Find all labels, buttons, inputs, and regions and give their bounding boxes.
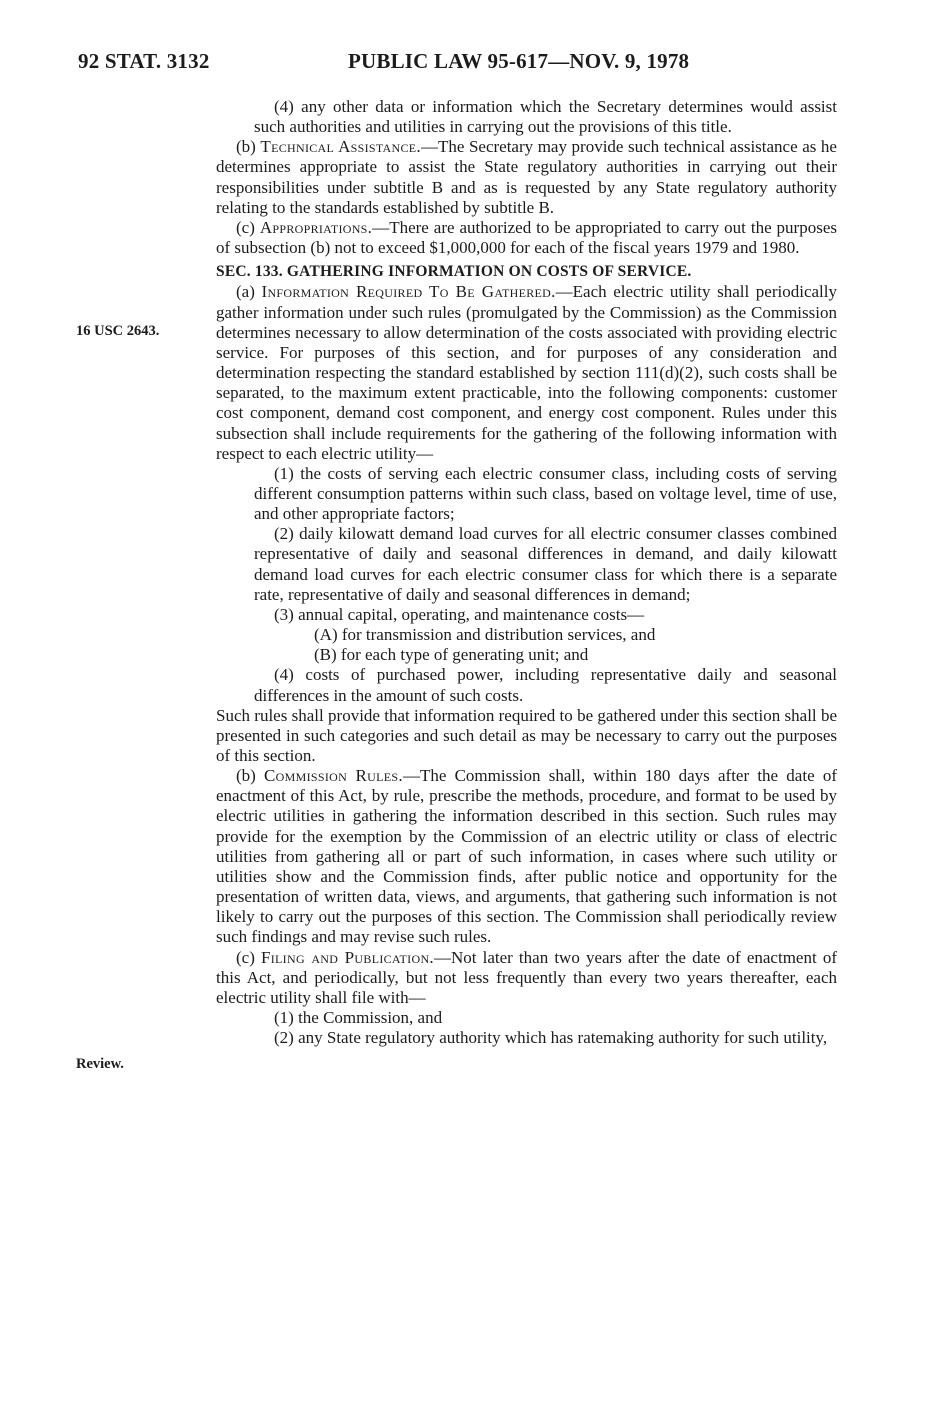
section-133-b-heading: Commission Rules. bbox=[264, 766, 403, 786]
public-law-running-head: PUBLIC LAW 95-617—NOV. 9, 1978 bbox=[348, 49, 690, 73]
subsection-b-text: —The Secretary may provide such technical assistance as he determines appropriate to assist the State regulatory authorities in carrying out their responsibilities under subtitle B and as is requested by any State regulatory authority relating to the standards established by subtitle B. bbox=[216, 137, 837, 217]
section-133-b-text: —The Commission shall, within 180 days after the date of enactment of this Act, by rule, prescribe the methods, procedure, and format to be used by electric utilities in gathering the information described in this section. Such rules may provide for the exemption by the Commission of an electric utility or class of electric utilities from gathering all or part of such information, in cases where such utility or utilities show and the Commission finds, after public notice and opportunity for the presentation of written data, views, and arguments, that gathering such information is not likely to carry out the purposes of this section. The Commission shall periodically review such findings and may revise such rules. bbox=[216, 766, 837, 947]
section-133-c-item-2: (2) any State regulatory authority which has ratemaking authority for such utility, bbox=[274, 1028, 828, 1048]
section-133-a-item-3-B: (B) for each type of generating unit; and bbox=[314, 645, 589, 665]
section-133-a-item-3: (3) annual capital, operating, and maintenance costs— bbox=[274, 604, 645, 624]
subsection-c-heading: Appropriations. bbox=[259, 217, 373, 237]
statute-body-text bbox=[216, 97, 837, 1048]
section-133-c-item-1: (1) the Commission, and bbox=[274, 1008, 443, 1028]
section-133-c-label: (c) bbox=[236, 947, 261, 967]
section-133-subsection-a bbox=[216, 282, 837, 463]
section-133-a-item-1: (1) the costs of serving each electric consumer class, including costs of serving different consumption patterns within such class, based on voltage level, time of use, and other appropriate factors; bbox=[254, 463, 837, 524]
section-133-a-heading: Information Required To Be Gathered. bbox=[261, 282, 556, 302]
subsection-b-heading: Technical Assistance. bbox=[260, 137, 421, 157]
section-133-a-item-3-A: (A) for transmission and distribution services, and bbox=[314, 625, 656, 645]
section-133-a-text: —Each electric utility shall periodically gather information under such rules (promulgated by the Commission) as the Commission determines necessary to allow determination of the costs associated with providing electric service. For purposes of this section, and for purposes of any consideration and determination respecting the standard established by section 111(d)(2), such costs shall be separated, to the maximum extent practicable, into the following components: customer cost component, demand cost component, and energy cost component. Rules under this subsection shall include requirements for the gathering of the following information with respect to each electric utility— bbox=[216, 282, 837, 463]
section-133-a-item-2: (2) daily kilowatt demand load curves for all electric consumer classes combined representative of daily and seasonal differences in demand, and daily kilowatt demand load curves for each electric consumer class for which there is a separate rate, representative of daily and seasonal differences in demand; bbox=[254, 524, 837, 604]
paragraph-4-data: (4) any other data or information which the Secretary determines would assist such authorities and utilities in carrying out the provisions of this title. bbox=[254, 97, 837, 137]
section-133-a-label: (a) bbox=[236, 282, 262, 302]
section-133-subsection-c bbox=[216, 948, 837, 1008]
section-133-heading: SEC. 133. GATHERING INFORMATION ON COSTS OF SERVICE. bbox=[216, 263, 692, 281]
subsection-b-technical-assistance bbox=[216, 137, 837, 218]
section-133-c-text: —Not later than two years after the date of enactment of this Act, and periodically, but not less frequently than every two years thereafter, each electric utility shall file with— bbox=[216, 947, 837, 1007]
section-133-a-closing-text: Such rules shall provide that information required to be gathered under this section shall be presented in such categories and such detail as may be necessary to carry out the purposes of this section. bbox=[216, 705, 837, 765]
section-133-a-item-4: (4) costs of purchased power, including representative daily and seasonal differences in the amount of such costs. bbox=[254, 665, 837, 705]
subsection-b-label: (b) bbox=[236, 137, 261, 157]
subsection-c-appropriations bbox=[216, 218, 837, 258]
section-133-subsection-b bbox=[216, 766, 837, 947]
margin-note-usc-citation: 16 USC 2643. bbox=[76, 323, 160, 339]
statute-page-number: 92 STAT. 3132 bbox=[78, 49, 210, 73]
section-133-c-heading: Filing and Publication. bbox=[261, 947, 434, 967]
section-133-b-label: (b) bbox=[236, 766, 265, 786]
subsection-c-text: —There are authorized to be appropriated to carry out the purposes of subsection (b) not to exceed $1,000,000 for each of the fiscal years 1979 and 1980. bbox=[216, 217, 837, 258]
margin-note-review: Review. bbox=[76, 1056, 124, 1072]
subsection-c-label: (c) bbox=[236, 217, 260, 237]
